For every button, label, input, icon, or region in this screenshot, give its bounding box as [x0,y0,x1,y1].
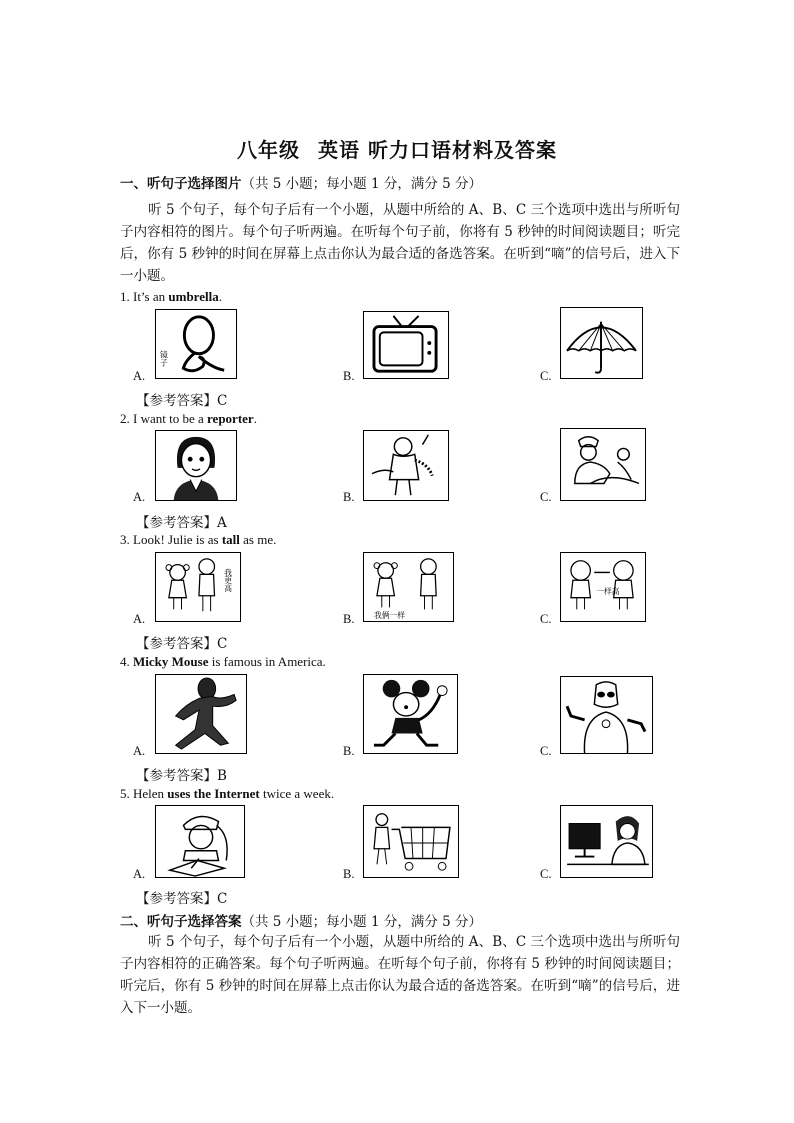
magician-drawing [364,431,448,500]
q2-option-a-label[interactable]: A. [133,490,146,504]
section2-note: （共 5 小题；每小题 1 分，满分 5 分） [241,914,483,930]
question-1: 1. It’s an umbrella. [120,289,222,304]
q4-option-b-label[interactable]: B. [343,744,355,758]
q1-a-caption: 镜子 [159,350,169,367]
q5-option-c-image[interactable] [560,805,653,878]
q3-option-c-image[interactable] [560,552,646,622]
two-kids-drawing [561,553,645,621]
mirror-drawing [156,310,236,378]
question-4: 4. Micky Mouse is famous in America. [120,654,326,669]
q4-option-a-label[interactable]: A. [133,744,146,758]
q4-option-b-image[interactable] [363,674,458,754]
computer-user-drawing [561,806,652,877]
q3-c-caption: 一样高 [596,586,620,596]
question-2: 2. I want to be a reporter. [120,411,257,426]
q2-option-a-image[interactable] [155,430,237,501]
doctor-drawing [561,429,645,500]
page-title [0,134,794,163]
q2-answer: 【参考答案】A [136,515,227,531]
q4-option-c-label[interactable]: C. [540,744,552,758]
ultraman-drawing [561,677,652,753]
section1-note: （共 5 小题；每小题 1 分，满分 5 分） [241,176,483,192]
q1-option-a-label[interactable]: A. [133,369,146,383]
section1-instructions: 听 5 个句子，每个句子后有一个小题，从题中所给的 A、B、C 三个选项中选出与所听句子内容相符的图片。每个句子听两遍。在听每个句子前，你将有 5 秒钟的时间阅读题目；听完后，你有 5 秒钟的时间在屏幕上点击你认为最合适的备选答案。在听到“嘀”的信号后，进入下一小题。 [120,202,680,284]
q5-option-a-label[interactable]: A. [133,867,146,881]
q2-option-c-label[interactable]: C. [540,490,552,504]
q3-option-b-image[interactable] [363,552,454,622]
q1-option-c-image[interactable] [560,307,643,379]
title-grade: 八年级 [237,138,301,162]
q5-option-b-image[interactable] [363,805,459,878]
q3-option-a-image[interactable] [155,552,241,622]
section2-title: 二、听句子选择答案 [120,914,242,930]
q5-answer: 【参考答案】C [136,891,228,907]
title-subject: 英语 听力口语材料及答案 [318,138,557,162]
q5-option-c-label[interactable]: C. [540,867,552,881]
reporter-drawing [156,431,236,500]
q2-option-b-label[interactable]: B. [343,490,355,504]
section1-heading [120,172,482,192]
q2-option-b-image[interactable] [363,430,449,501]
tv-icon [364,312,448,378]
q1-option-b-label[interactable]: B. [343,369,355,383]
two-kids-drawing [364,553,453,621]
q1-option-c-label[interactable]: C. [540,369,552,383]
q3-answer: 【参考答案】C [136,636,228,652]
question-5: 5. Helen uses the Internet twice a week. [120,786,335,801]
q5-option-b-label[interactable]: B. [343,867,355,881]
spiderman-drawing [156,675,246,753]
q3-b-caption: 我俩一样 [374,611,406,621]
q4-option-a-image[interactable] [155,674,247,754]
section1-title: 一、听句子选择图片 [120,176,242,192]
section2-instructions: 听 5 个句子，每个句子后有一个小题，从题中所给的 A、B、C 三个选项中选出与所听句子内容相符的正确答案。每个句子听两遍。在听每个句子前，你将有 5 秒钟的时间阅读题目；听完后，你有 5 秒钟的时间在屏幕上点击你认为最合适的备选答案。在听到“嘀”的信号后，进入下一小题。 [120,934,680,1016]
q4-answer: 【参考答案】B [136,768,227,784]
q3-option-b-label[interactable]: B. [343,612,355,626]
q1-answer: 【参考答案】C [136,393,228,409]
girl-writing-drawing [156,806,244,877]
two-kids-drawing [156,553,240,621]
q2-option-c-image[interactable] [560,428,646,501]
q3-a-caption: 我更高 [223,568,233,592]
umbrella-icon [561,308,642,378]
q5-option-a-image[interactable] [155,805,245,878]
question-3: 3. Look! Julie is as tall as me. [120,532,277,547]
q3-option-c-label[interactable]: C. [540,612,552,626]
q3-option-a-label[interactable]: A. [133,612,146,626]
q1-option-b-image[interactable] [363,311,449,379]
section2-heading [120,910,482,930]
mickey-mouse-drawing [364,675,457,753]
q4-option-c-image[interactable] [560,676,653,754]
q1-option-a-image[interactable] [155,309,237,379]
shopping-cart-drawing [364,806,458,877]
